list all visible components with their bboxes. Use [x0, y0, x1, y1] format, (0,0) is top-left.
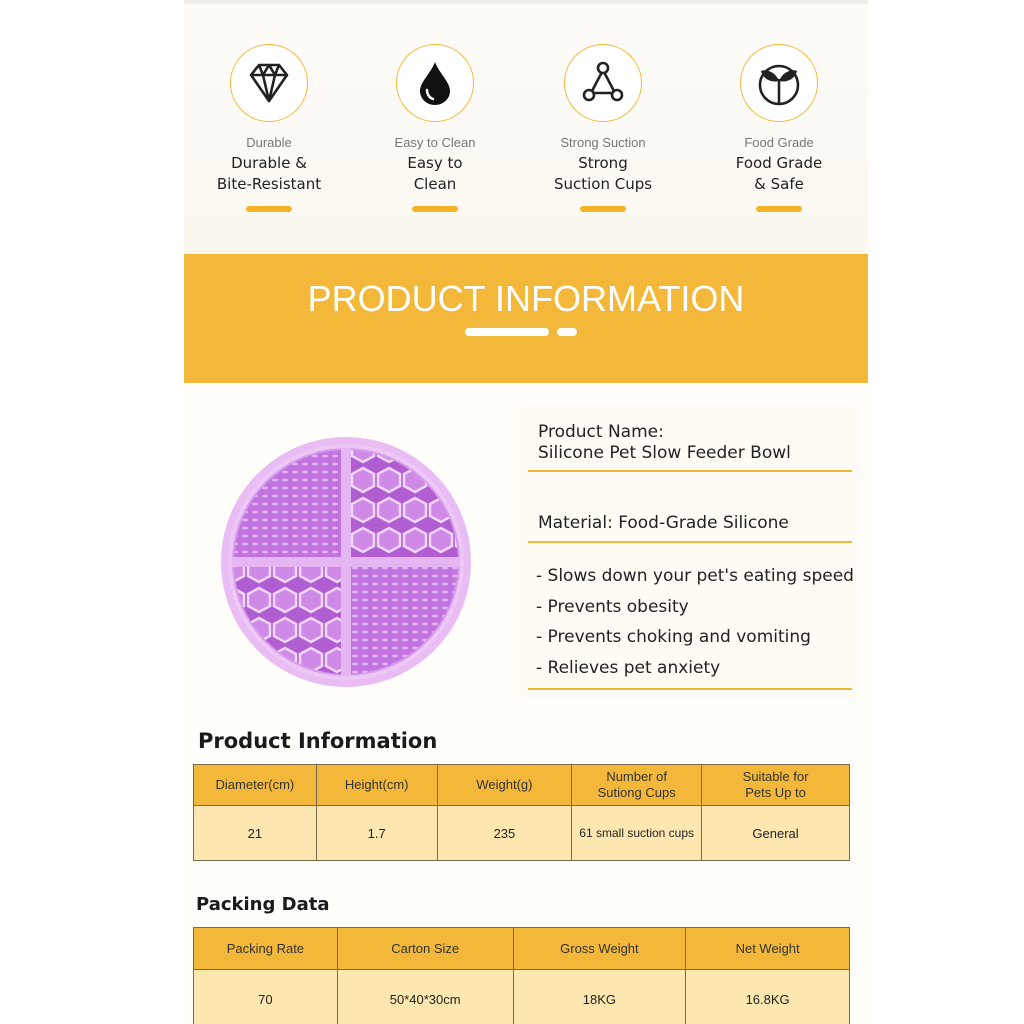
feature-title-line1: Strong: [578, 154, 628, 172]
slow-feeder-bowl-image: [220, 436, 472, 688]
feature-title-line1: Durable &: [231, 154, 307, 172]
table-header: Height(cm): [316, 765, 437, 806]
table-header: Diameter(cm): [194, 765, 317, 806]
table-header: Carton Size: [337, 928, 513, 970]
table-cell: 18KG: [513, 970, 686, 1024]
feature-small-label: Easy to Clean: [394, 135, 476, 150]
feature-underline: [580, 206, 626, 212]
product-page: [184, 0, 868, 1024]
benefit-item: - Relieves pet anxiety: [536, 658, 721, 678]
table-cell: 16.8KG: [686, 970, 850, 1024]
diamond-icon: [230, 44, 308, 122]
feature-small-label: Durable: [246, 135, 292, 150]
product-info-table: [193, 764, 850, 861]
feature-underline: [412, 206, 458, 212]
table-header: Weight(g): [437, 765, 572, 806]
feature-title-line2: Bite-Resistant: [216, 175, 322, 193]
feature-suction: [528, 44, 678, 212]
table-header: Net Weight: [686, 928, 850, 970]
feature-title-line1: Food Grade: [735, 154, 823, 172]
product-info-heading: Product Information: [198, 729, 438, 753]
table-header: Gross Weight: [513, 928, 686, 970]
feature-title-line2: & Safe: [754, 175, 804, 193]
feature-title-line2: Clean: [413, 175, 457, 193]
banner-title: PRODUCT INFORMATION: [307, 278, 745, 319]
table-cell: 50*40*30cm: [337, 970, 513, 1024]
table-cell: 61 small suction cups: [572, 806, 702, 861]
banner-underline-long: [465, 328, 549, 336]
table-cell: 1.7: [316, 806, 437, 861]
benefit-item: - Prevents choking and vomiting: [536, 627, 811, 647]
features-section: [184, 0, 868, 254]
divider-line: [528, 470, 852, 472]
feature-underline: [246, 206, 292, 212]
table-header: Packing Rate: [194, 928, 338, 970]
triangle-nodes-icon: [564, 44, 642, 122]
packing-data-heading: Packing Data: [196, 894, 330, 915]
divider-line: [528, 688, 852, 690]
benefit-item: - Slows down your pet's eating speed: [536, 566, 854, 586]
table-cell: 235: [437, 806, 572, 861]
product-name-value: Silicone Pet Slow Feeder Bowl: [538, 443, 791, 463]
feature-food-grade: [704, 44, 854, 212]
water-drop-icon: [396, 44, 474, 122]
product-info-banner: [184, 254, 868, 383]
material-text: Material: Food-Grade Silicone: [538, 513, 789, 533]
banner-underline-short: [557, 328, 577, 336]
table-cell: General: [702, 806, 850, 861]
table-header: Number of Sutiong Cups: [572, 765, 702, 806]
feature-small-label: Food Grade: [744, 135, 814, 150]
feature-easy-clean: [360, 44, 510, 212]
feature-title-line2: Suction Cups: [553, 175, 653, 193]
table-cell: 70: [194, 970, 338, 1024]
feature-underline: [756, 206, 802, 212]
feature-title-line1: Easy to: [407, 154, 463, 172]
feature-small-label: Strong Suction: [560, 135, 646, 150]
divider-line: [528, 541, 852, 543]
benefit-item: - Prevents obesity: [536, 597, 689, 617]
table-header: Suitable for Pets Up to: [702, 765, 850, 806]
feature-durable: [194, 44, 344, 212]
table-cell: 21: [194, 806, 317, 861]
product-name-label: Product Name:: [538, 422, 664, 442]
sprout-icon: [740, 44, 818, 122]
packing-data-table: [193, 927, 850, 1024]
product-info-card: [514, 404, 860, 700]
top-divider: [184, 0, 868, 4]
